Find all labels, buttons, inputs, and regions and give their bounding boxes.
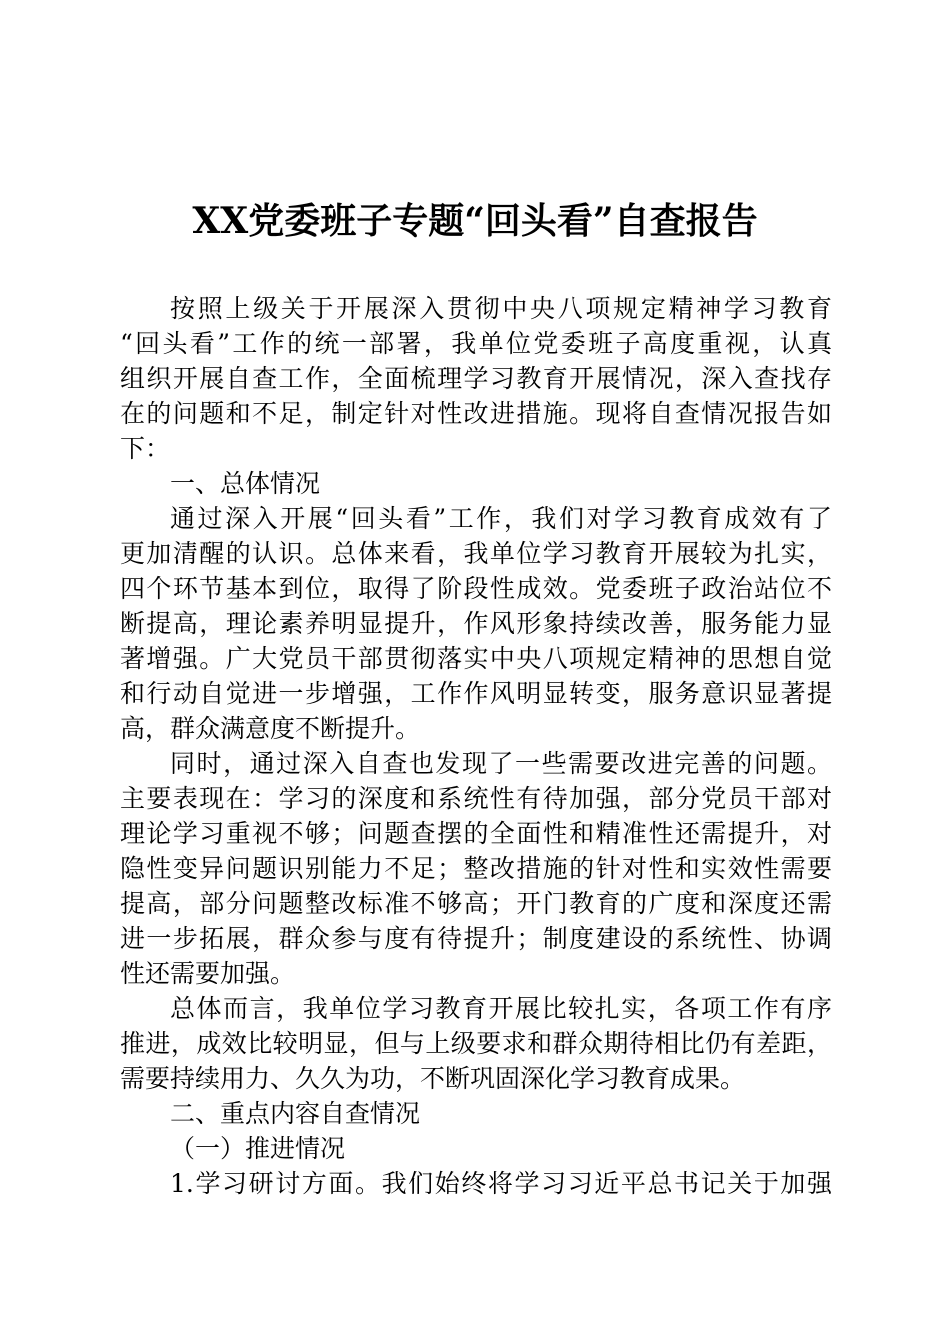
body-line: 和行动自觉进一步增强，工作作风明显转变，服务意识显著提 [120, 679, 832, 708]
body-line: 按照上级关于开展深入贯彻中央八项规定精神学习教育 [170, 294, 832, 323]
body-line: 下： [120, 434, 171, 463]
body-line: 理论学习重视不够；问题查摆的全面性和精准性还需提升，对 [120, 819, 832, 848]
body-line: 推进，成效比较明显，但与上级要求和群众期待相比仍有差距， [120, 1029, 832, 1058]
body-line: 需要持续用力、久久为功，不断巩固深化学习教育成果。 [120, 1064, 746, 1093]
body-line: 主要表现在：学习的深度和系统性有待加强，部分党员干部对 [120, 784, 832, 813]
body-line: 更加清醒的认识。总体来看，我单位学习教育开展较为扎实， [120, 539, 832, 568]
body-line: 总体而言，我单位学习教育开展比较扎实，各项工作有序 [170, 994, 832, 1023]
document-title: XX党委班子专题“回头看”自查报告 [192, 200, 758, 242]
body-line: 著增强。广大党员干部贯彻落实中央八项规定精神的思想自觉 [120, 644, 832, 673]
subsection-heading: （一）推进情况 [170, 1134, 346, 1163]
body-line: 同时，通过深入自查也发现了一些需要改进完善的问题。 [170, 749, 832, 778]
body-line: 断提高，理论素养明显提升，作风形象持续改善，服务能力显 [120, 609, 832, 638]
body-line: 1.学习研讨方面。我们始终将学习习近平总书记关于加强 [170, 1169, 832, 1198]
body-line: 隐性变异问题识别能力不足；整改措施的针对性和实效性需要 [120, 854, 832, 883]
body-line: 进一步拓展，群众参与度有待提升；制度建设的系统性、协调 [120, 924, 832, 953]
body-line: 性还需要加强。 [120, 959, 296, 988]
section-heading: 二、重点内容自查情况 [170, 1099, 421, 1128]
body-line: 组织开展自查工作，全面梳理学习教育开展情况，深入查找存 [120, 364, 832, 393]
body-line: 通过深入开展“回头看”工作，我们对学习教育成效有了 [170, 504, 832, 533]
body-line: 在的问题和不足，制定针对性改进措施。现将自查情况报告如 [120, 399, 832, 428]
section-heading: 一、总体情况 [170, 469, 321, 498]
body-line: 高，群众满意度不断提升。 [120, 714, 421, 743]
body-line: 提高，部分问题整改标准不够高；开门教育的广度和深度还需 [120, 889, 832, 918]
body-line: “回头看”工作的统一部署，我单位党委班子高度重视，认真 [120, 329, 832, 358]
body-line: 四个环节基本到位，取得了阶段性成效。党委班子政治站位不 [120, 574, 832, 603]
